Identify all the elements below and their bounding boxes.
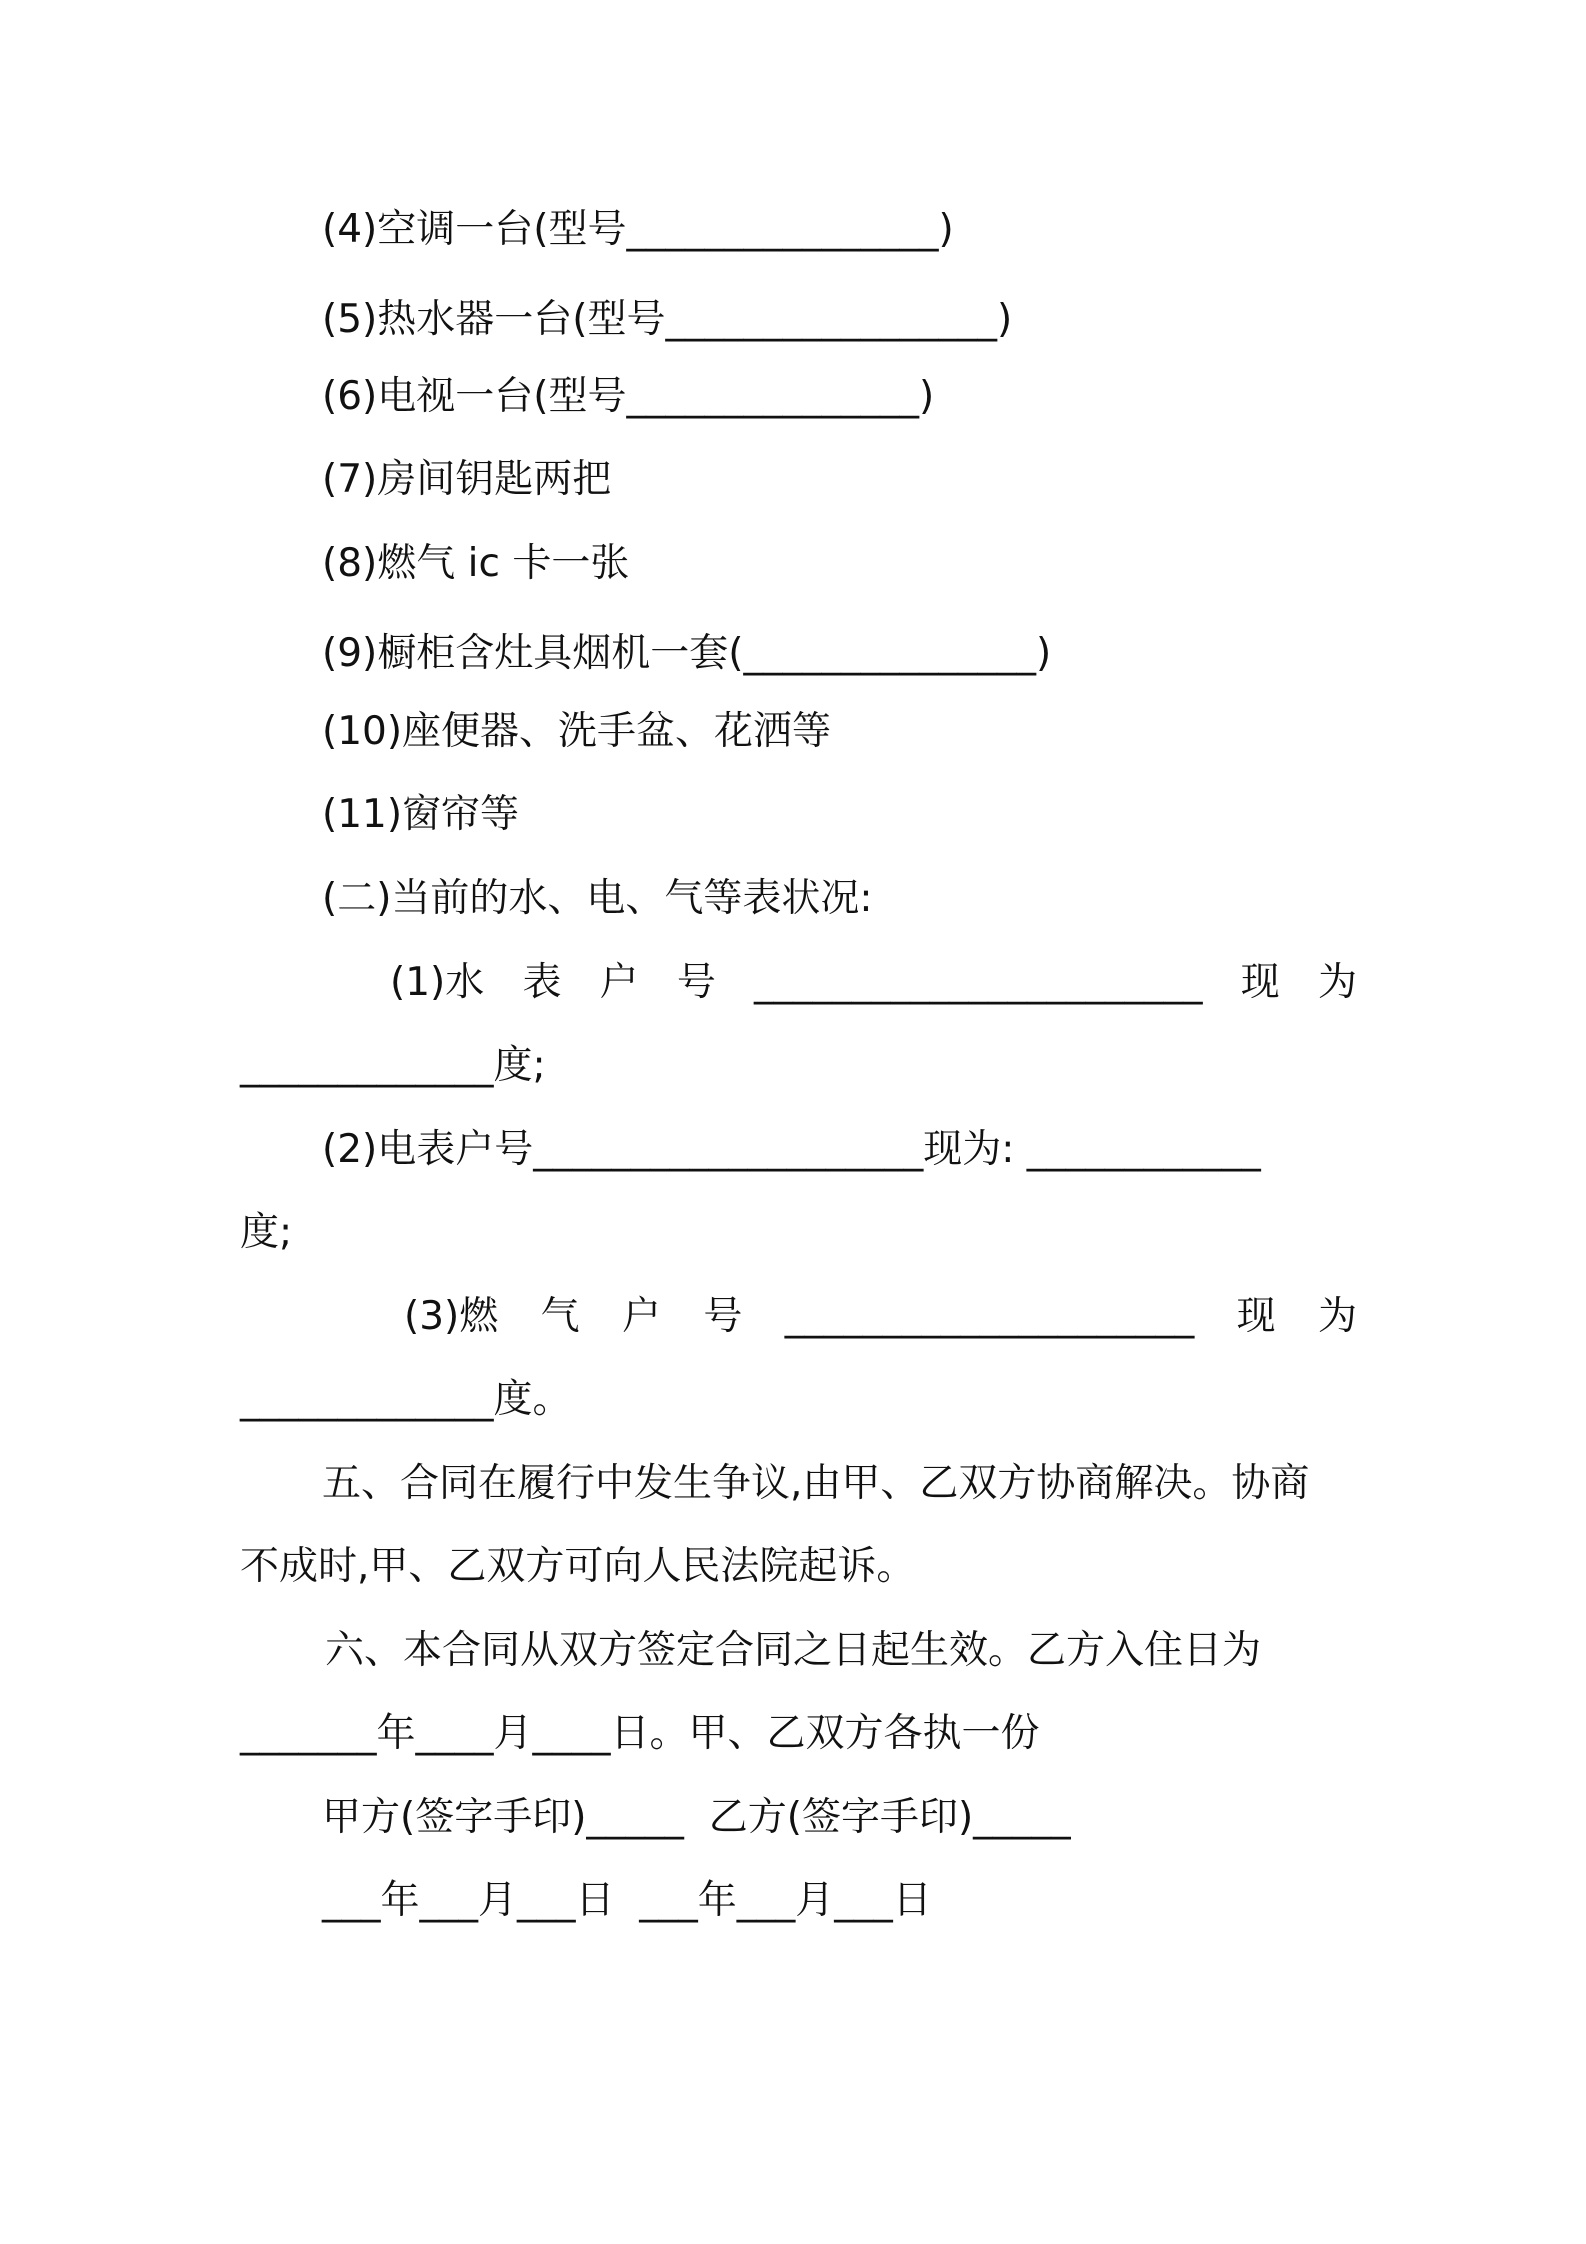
electric-meter-line: (2)电表户号____________________现为: ____________ [322, 1127, 1261, 1172]
gas-meter-line [404, 1289, 1357, 1345]
water-meter-label-4: 号 [676, 960, 716, 1005]
item-television: (6)电视一台(型号_______________) [322, 374, 935, 419]
gas-meter-reading: _____________度。 [240, 1377, 572, 1422]
signature-line: 甲方(签字手印)_____ 乙方(签字手印)_____ [322, 1795, 1071, 1840]
gas-meter-label-4: 号 [703, 1294, 743, 1339]
electric-meter-reading: 度; [240, 1210, 293, 1255]
water-meter-now-2: 为 [1317, 960, 1357, 1005]
item-curtains: (11)窗帘等 [322, 792, 520, 837]
clause-five-line-1 [322, 1456, 1357, 1512]
water-meter-reading: _____________度; [240, 1043, 546, 1088]
gas-meter-label-2: 气 [540, 1294, 580, 1339]
item-air-conditioner: (4)空调一台(型号________________) [322, 207, 954, 252]
clause-five-line-2: 不成时,甲、乙双方可向人民法院起诉。 [240, 1544, 916, 1589]
clause-six-line-2: _______年____月____日。甲、乙双方各执一份 [240, 1711, 1040, 1756]
item-gas-ic-card: (8)燃气 ic 卡一张 [322, 541, 630, 586]
water-meter-label-3: 户 [599, 960, 639, 1005]
water-meter-label-1: (1)水 [390, 960, 485, 1005]
water-meter-number-blank: _______________________ [754, 960, 1203, 1005]
gas-meter-number-blank: _____________________ [784, 1294, 1195, 1339]
item-water-heater: (5)热水器一台(型号_________________) [322, 297, 1013, 342]
water-meter-now-1: 现 [1240, 960, 1280, 1005]
item-cabinet-set: (9)橱柜含灶具烟机一套(_______________) [322, 631, 1052, 676]
signature-date-line: ___年___月___日 ___年___月___日 [322, 1878, 932, 1923]
gas-meter-label-1: (3)燃 [404, 1294, 499, 1339]
gas-meter-label-3: 户 [621, 1294, 661, 1339]
item-bathroom-fixtures: (10)座便器、洗手盆、花洒等 [322, 709, 832, 754]
clause-five-text: 五、合同在履行中发生争议,由甲、乙双方协商解决。协商 [322, 1461, 1310, 1506]
item-room-keys: (7)房间钥匙两把 [322, 457, 612, 502]
gas-meter-now-2: 为 [1317, 1294, 1357, 1339]
gas-meter-now-1: 现 [1236, 1294, 1276, 1339]
water-meter-line [390, 955, 1357, 1011]
meters-heading: (二)当前的水、电、气等表状况: [322, 876, 873, 921]
clause-six-line-1: 六、本合同从双方签定合同之日起生效。乙方入住日为 [325, 1628, 1262, 1673]
water-meter-label-2: 表 [522, 960, 562, 1005]
